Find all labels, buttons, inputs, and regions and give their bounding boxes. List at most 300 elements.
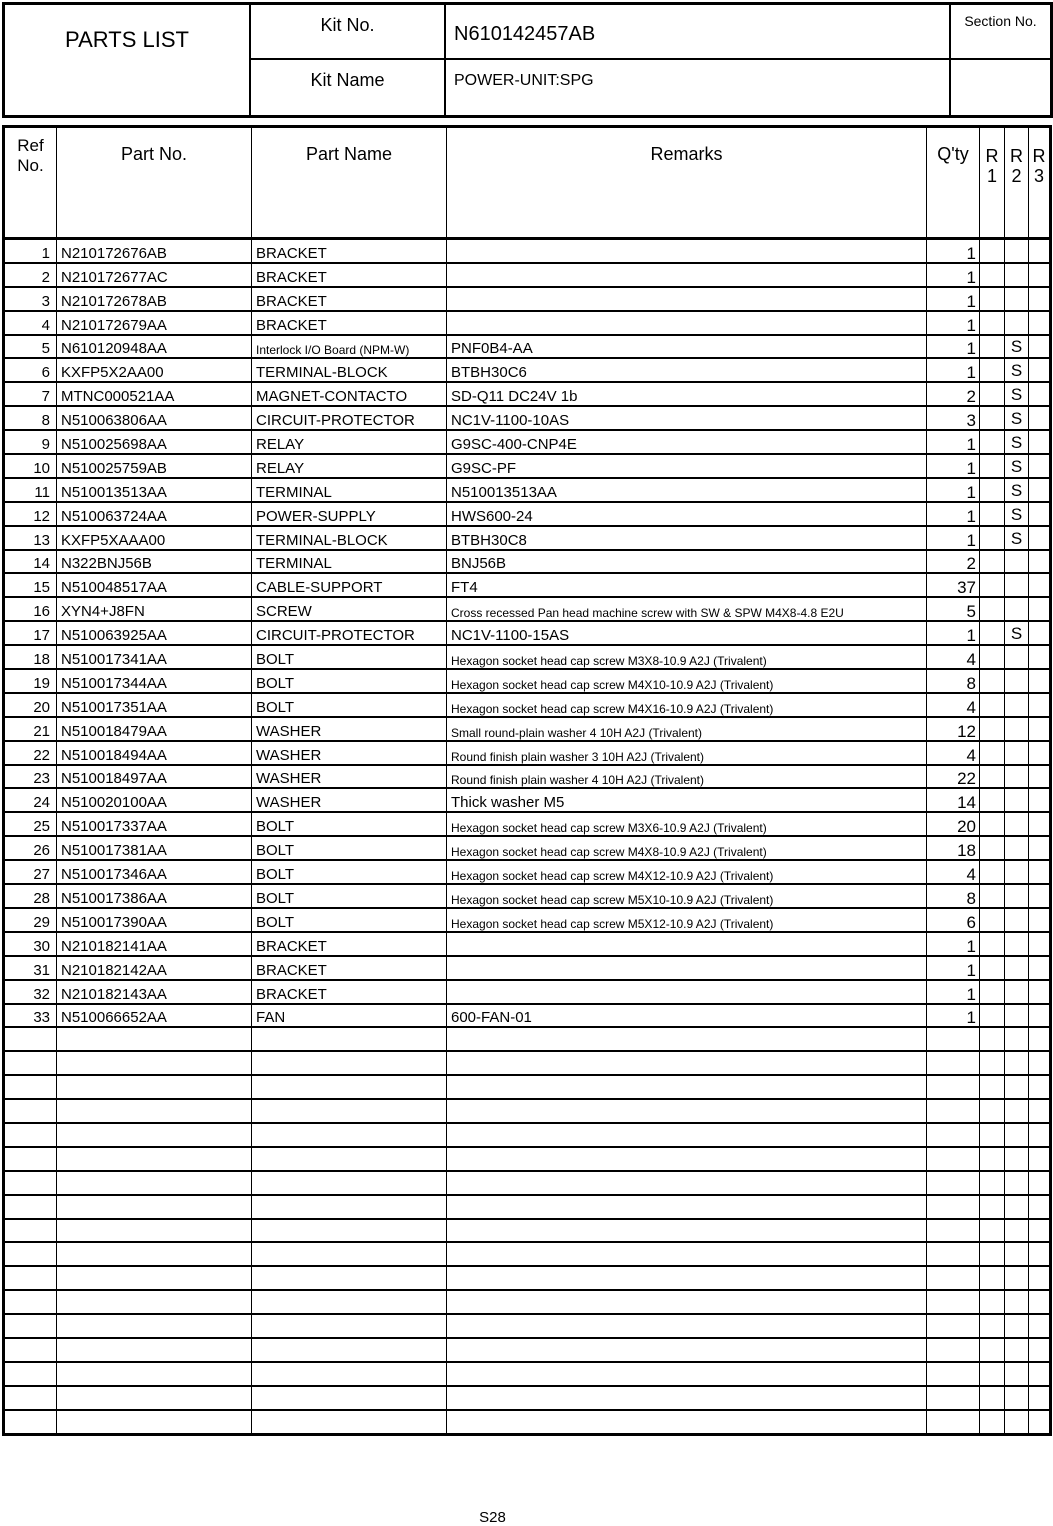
remarks: HWS600-24	[447, 502, 927, 526]
remarks	[447, 311, 927, 335]
r2-mark	[1005, 717, 1029, 741]
qty	[927, 1171, 980, 1195]
part-name: BRACKET	[252, 311, 447, 335]
r1-mark	[980, 406, 1005, 430]
r1-mark	[980, 287, 1005, 311]
r1-mark	[980, 669, 1005, 693]
r2-mark: S	[1005, 478, 1029, 502]
table-row	[4, 884, 1051, 908]
r3-mark	[1029, 1242, 1051, 1266]
r1-mark	[980, 1075, 1005, 1099]
part-no	[57, 1386, 252, 1410]
part-no	[57, 1075, 252, 1099]
table-row	[4, 645, 1051, 669]
qty	[927, 1266, 980, 1290]
r2-mark: S	[1005, 406, 1029, 430]
r1-mark	[980, 1410, 1005, 1434]
ref-no: 27	[4, 860, 57, 884]
col-part-no: Part No.	[57, 127, 252, 239]
r1-mark	[980, 860, 1005, 884]
part-no: N510048517AA	[57, 573, 252, 597]
part-name: TERMINAL	[252, 478, 447, 502]
ref-no: 11	[4, 478, 57, 502]
ref-no: 15	[4, 573, 57, 597]
part-no: N510017381AA	[57, 836, 252, 860]
r2-mark: S	[1005, 335, 1029, 359]
r2-mark	[1005, 1123, 1029, 1147]
r3-mark	[1029, 1147, 1051, 1171]
ref-no: 2	[4, 263, 57, 287]
table-row	[4, 573, 1051, 597]
qty: 2	[927, 550, 980, 574]
qty	[927, 1147, 980, 1171]
empty-row	[4, 1290, 1051, 1314]
r3-mark	[1029, 311, 1051, 335]
table-row	[4, 382, 1051, 406]
r3-mark	[1029, 956, 1051, 980]
part-name	[252, 1338, 447, 1362]
table-row	[4, 908, 1051, 932]
ref-no	[4, 1314, 57, 1338]
part-name	[252, 1410, 447, 1434]
ref-no	[4, 1242, 57, 1266]
remarks	[447, 1027, 927, 1051]
r2-mark	[1005, 693, 1029, 717]
ref-no	[4, 1171, 57, 1195]
remarks: BNJ56B	[447, 550, 927, 574]
part-no	[57, 1099, 252, 1123]
ref-no: 17	[4, 621, 57, 645]
remarks	[447, 1075, 927, 1099]
ref-no: 22	[4, 741, 57, 765]
r3-mark	[1029, 1004, 1051, 1028]
part-no: N510025759AB	[57, 454, 252, 478]
part-name	[252, 1195, 447, 1219]
empty-row	[4, 1075, 1051, 1099]
part-no: N510018494AA	[57, 741, 252, 765]
ref-no	[4, 1386, 57, 1410]
r3-mark	[1029, 1362, 1051, 1386]
qty	[927, 1099, 980, 1123]
remarks	[447, 956, 927, 980]
r2-mark	[1005, 1219, 1029, 1243]
ref-no: 33	[4, 1004, 57, 1028]
part-name	[252, 1099, 447, 1123]
r3-mark	[1029, 1027, 1051, 1051]
r3-mark	[1029, 1099, 1051, 1123]
qty: 8	[927, 884, 980, 908]
r3-mark	[1029, 1195, 1051, 1219]
part-name: CIRCUIT-PROTECTOR	[252, 406, 447, 430]
part-name: Interlock I/O Board (NPM-W)	[252, 335, 447, 359]
part-no: MTNC000521AA	[57, 382, 252, 406]
part-name: RELAY	[252, 454, 447, 478]
part-no: KXFP5XAAA00	[57, 526, 252, 550]
r1-mark	[980, 1266, 1005, 1290]
remarks: Thick washer M5	[447, 788, 927, 812]
remarks	[447, 287, 927, 311]
r3-mark	[1029, 287, 1051, 311]
qty: 1	[927, 478, 980, 502]
table-row	[4, 526, 1051, 550]
r2-mark	[1005, 287, 1029, 311]
r3-mark	[1029, 980, 1051, 1004]
r1-mark	[980, 597, 1005, 621]
r2-mark	[1005, 597, 1029, 621]
table-row	[4, 454, 1051, 478]
part-no	[57, 1171, 252, 1195]
empty-row	[4, 1051, 1051, 1075]
qty: 22	[927, 765, 980, 789]
qty: 2	[927, 382, 980, 406]
table-row	[4, 358, 1051, 382]
qty: 14	[927, 788, 980, 812]
r3-mark	[1029, 1314, 1051, 1338]
ref-no: 20	[4, 693, 57, 717]
table-row	[4, 406, 1051, 430]
table-row	[4, 836, 1051, 860]
part-no: N210182141AA	[57, 932, 252, 956]
document-title: PARTS LIST	[5, 5, 251, 115]
empty-row	[4, 1099, 1051, 1123]
part-name: BOLT	[252, 860, 447, 884]
r1-mark	[980, 382, 1005, 406]
qty: 4	[927, 645, 980, 669]
qty: 3	[927, 406, 980, 430]
part-name: WASHER	[252, 741, 447, 765]
part-no: N210182143AA	[57, 980, 252, 1004]
r3-mark	[1029, 526, 1051, 550]
part-no	[57, 1266, 252, 1290]
r2-mark: S	[1005, 382, 1029, 406]
part-no: N510063724AA	[57, 502, 252, 526]
remarks: NC1V-1100-10AS	[447, 406, 927, 430]
empty-row	[4, 1171, 1051, 1195]
remarks: G9SC-PF	[447, 454, 927, 478]
qty: 6	[927, 908, 980, 932]
ref-no: 10	[4, 454, 57, 478]
r3-mark	[1029, 550, 1051, 574]
r2-mark	[1005, 1075, 1029, 1099]
ref-no: 26	[4, 836, 57, 860]
part-name	[252, 1075, 447, 1099]
table-row	[4, 621, 1051, 645]
ref-no	[4, 1266, 57, 1290]
ref-no: 9	[4, 430, 57, 454]
r2-mark	[1005, 1266, 1029, 1290]
r2-mark	[1005, 1410, 1029, 1434]
part-no	[57, 1051, 252, 1075]
r2-mark: S	[1005, 621, 1029, 645]
ref-no	[4, 1195, 57, 1219]
r3-mark	[1029, 621, 1051, 645]
part-no: N510066652AA	[57, 1004, 252, 1028]
table-row	[4, 550, 1051, 574]
ref-no	[4, 1051, 57, 1075]
r3-mark	[1029, 597, 1051, 621]
empty-row	[4, 1386, 1051, 1410]
ref-no: 5	[4, 335, 57, 359]
remarks: FT4	[447, 573, 927, 597]
table-row	[4, 717, 1051, 741]
r3-mark	[1029, 573, 1051, 597]
r2-mark	[1005, 1171, 1029, 1195]
part-name: BRACKET	[252, 932, 447, 956]
table-row	[4, 765, 1051, 789]
r2-mark	[1005, 645, 1029, 669]
part-no: N510017351AA	[57, 693, 252, 717]
remarks	[447, 1171, 927, 1195]
part-no	[57, 1362, 252, 1386]
table-row	[4, 335, 1051, 359]
r1-mark	[980, 788, 1005, 812]
r3-mark	[1029, 1075, 1051, 1099]
r2-mark	[1005, 1386, 1029, 1410]
remarks: NC1V-1100-15AS	[447, 621, 927, 645]
r3-mark	[1029, 812, 1051, 836]
remarks	[447, 263, 927, 287]
col-remarks: Remarks	[447, 127, 927, 239]
r3-mark	[1029, 454, 1051, 478]
r1-mark	[980, 502, 1005, 526]
part-name: POWER-SUPPLY	[252, 502, 447, 526]
part-name: TERMINAL	[252, 550, 447, 574]
empty-row	[4, 1338, 1051, 1362]
r3-mark	[1029, 358, 1051, 382]
remarks	[447, 1362, 927, 1386]
qty	[927, 1290, 980, 1314]
r1-mark	[980, 573, 1005, 597]
qty: 5	[927, 597, 980, 621]
table-body	[4, 239, 1051, 1435]
table-row	[4, 812, 1051, 836]
r1-mark	[980, 1338, 1005, 1362]
r1-mark	[980, 693, 1005, 717]
qty: 4	[927, 741, 980, 765]
r2-mark	[1005, 1051, 1029, 1075]
qty	[927, 1027, 980, 1051]
part-no: N510017341AA	[57, 645, 252, 669]
empty-row	[4, 1362, 1051, 1386]
table-row	[4, 956, 1051, 980]
r3-mark	[1029, 693, 1051, 717]
remarks	[447, 1147, 927, 1171]
r2-mark	[1005, 1099, 1029, 1123]
qty: 1	[927, 980, 980, 1004]
ref-no: 7	[4, 382, 57, 406]
part-no	[57, 1147, 252, 1171]
r1-mark	[980, 335, 1005, 359]
r1-mark	[980, 478, 1005, 502]
r1-mark	[980, 454, 1005, 478]
remarks: G9SC-400-CNP4E	[447, 430, 927, 454]
r1-mark	[980, 980, 1005, 1004]
qty: 1	[927, 502, 980, 526]
ref-no	[4, 1099, 57, 1123]
table-row	[4, 693, 1051, 717]
remarks	[447, 1266, 927, 1290]
r2-mark	[1005, 573, 1029, 597]
remarks: Cross recessed Pan head machine screw with SW & SPW M4X8-4.8 E2U	[447, 597, 927, 621]
r2-mark	[1005, 908, 1029, 932]
remarks	[447, 980, 927, 1004]
section-no-value	[951, 60, 1050, 115]
part-no: N510063925AA	[57, 621, 252, 645]
qty	[927, 1338, 980, 1362]
empty-row	[4, 1410, 1051, 1434]
title-block	[2, 2, 1053, 118]
part-no: N210182142AA	[57, 956, 252, 980]
empty-row	[4, 1195, 1051, 1219]
part-name: TERMINAL-BLOCK	[252, 358, 447, 382]
remarks: Hexagon socket head cap screw M5X12-10.9 A2J (Trivalent)	[447, 908, 927, 932]
r1-mark	[980, 1314, 1005, 1338]
r2-mark	[1005, 980, 1029, 1004]
part-name	[252, 1171, 447, 1195]
r3-mark	[1029, 788, 1051, 812]
r3-mark	[1029, 765, 1051, 789]
r2-mark	[1005, 669, 1029, 693]
part-name	[252, 1123, 447, 1147]
r2-mark	[1005, 765, 1029, 789]
part-no	[57, 1338, 252, 1362]
part-no: N510025698AA	[57, 430, 252, 454]
part-name: BOLT	[252, 908, 447, 932]
part-name: BOLT	[252, 884, 447, 908]
ref-no	[4, 1147, 57, 1171]
part-name	[252, 1219, 447, 1243]
r1-mark	[980, 1147, 1005, 1171]
col-r1: R 1	[980, 127, 1005, 239]
remarks	[447, 932, 927, 956]
r1-mark	[980, 1123, 1005, 1147]
ref-no: 14	[4, 550, 57, 574]
part-no	[57, 1242, 252, 1266]
part-no: N510017390AA	[57, 908, 252, 932]
r2-mark	[1005, 1242, 1029, 1266]
r2-mark	[1005, 239, 1029, 263]
ref-no: 31	[4, 956, 57, 980]
part-name: BOLT	[252, 812, 447, 836]
part-name: CABLE-SUPPORT	[252, 573, 447, 597]
remarks	[447, 1051, 927, 1075]
remarks: Hexagon socket head cap screw M5X10-10.9 A2J (Trivalent)	[447, 884, 927, 908]
part-no	[57, 1027, 252, 1051]
r3-mark	[1029, 335, 1051, 359]
ref-no: 19	[4, 669, 57, 693]
remarks: Hexagon socket head cap screw M4X8-10.9 A2J (Trivalent)	[447, 836, 927, 860]
part-no: N210172678AB	[57, 287, 252, 311]
part-name	[252, 1314, 447, 1338]
ref-no: 4	[4, 311, 57, 335]
r1-mark	[980, 430, 1005, 454]
r2-mark	[1005, 550, 1029, 574]
part-no: N510063806AA	[57, 406, 252, 430]
r1-mark	[980, 311, 1005, 335]
part-name: BOLT	[252, 836, 447, 860]
remarks	[447, 1195, 927, 1219]
r1-mark	[980, 741, 1005, 765]
qty	[927, 1362, 980, 1386]
r3-mark	[1029, 1123, 1051, 1147]
part-no: N210172677AC	[57, 263, 252, 287]
ref-no	[4, 1338, 57, 1362]
table-row	[4, 669, 1051, 693]
table-row	[4, 597, 1051, 621]
remarks	[447, 1219, 927, 1243]
ref-no	[4, 1290, 57, 1314]
remarks	[447, 1386, 927, 1410]
qty: 1	[927, 454, 980, 478]
r1-mark	[980, 908, 1005, 932]
remarks	[447, 1314, 927, 1338]
part-name	[252, 1266, 447, 1290]
remarks: Hexagon socket head cap screw M3X6-10.9 A2J (Trivalent)	[447, 812, 927, 836]
r2-mark	[1005, 860, 1029, 884]
ref-no: 21	[4, 717, 57, 741]
remarks: Small round-plain washer 4 10H A2J (Trivalent)	[447, 717, 927, 741]
part-name: RELAY	[252, 430, 447, 454]
table-row	[4, 430, 1051, 454]
part-name: BRACKET	[252, 980, 447, 1004]
ref-no: 24	[4, 788, 57, 812]
r1-mark	[980, 239, 1005, 263]
part-no: N510020100AA	[57, 788, 252, 812]
ref-no	[4, 1075, 57, 1099]
ref-no: 23	[4, 765, 57, 789]
qty: 1	[927, 358, 980, 382]
part-name: BRACKET	[252, 239, 447, 263]
empty-row	[4, 1147, 1051, 1171]
ref-no	[4, 1410, 57, 1434]
part-no: N510018497AA	[57, 765, 252, 789]
qty: 1	[927, 335, 980, 359]
r2-mark	[1005, 788, 1029, 812]
qty	[927, 1195, 980, 1219]
table-row	[4, 860, 1051, 884]
part-name: BOLT	[252, 693, 447, 717]
r1-mark	[980, 621, 1005, 645]
remarks: Hexagon socket head cap screw M4X10-10.9 A2J (Trivalent)	[447, 669, 927, 693]
r1-mark	[980, 1219, 1005, 1243]
ref-no: 13	[4, 526, 57, 550]
qty: 1	[927, 311, 980, 335]
r3-mark	[1029, 908, 1051, 932]
part-name: BOLT	[252, 669, 447, 693]
ref-no: 32	[4, 980, 57, 1004]
r2-mark	[1005, 956, 1029, 980]
qty	[927, 1075, 980, 1099]
part-name: FAN	[252, 1004, 447, 1028]
part-name: BRACKET	[252, 956, 447, 980]
r1-mark	[980, 550, 1005, 574]
part-name	[252, 1386, 447, 1410]
r3-mark	[1029, 430, 1051, 454]
parts-table	[2, 125, 1052, 1436]
r2-mark: S	[1005, 358, 1029, 382]
remarks	[447, 1410, 927, 1434]
remarks: N510013513AA	[447, 478, 927, 502]
part-no	[57, 1219, 252, 1243]
qty: 20	[927, 812, 980, 836]
r2-mark	[1005, 741, 1029, 765]
r2-mark	[1005, 836, 1029, 860]
section-no-label: Section No.	[951, 5, 1050, 60]
part-no: N610120948AA	[57, 335, 252, 359]
r1-mark	[980, 932, 1005, 956]
kit-name-value: POWER-UNIT:SPG	[446, 60, 951, 115]
r2-mark	[1005, 1290, 1029, 1314]
